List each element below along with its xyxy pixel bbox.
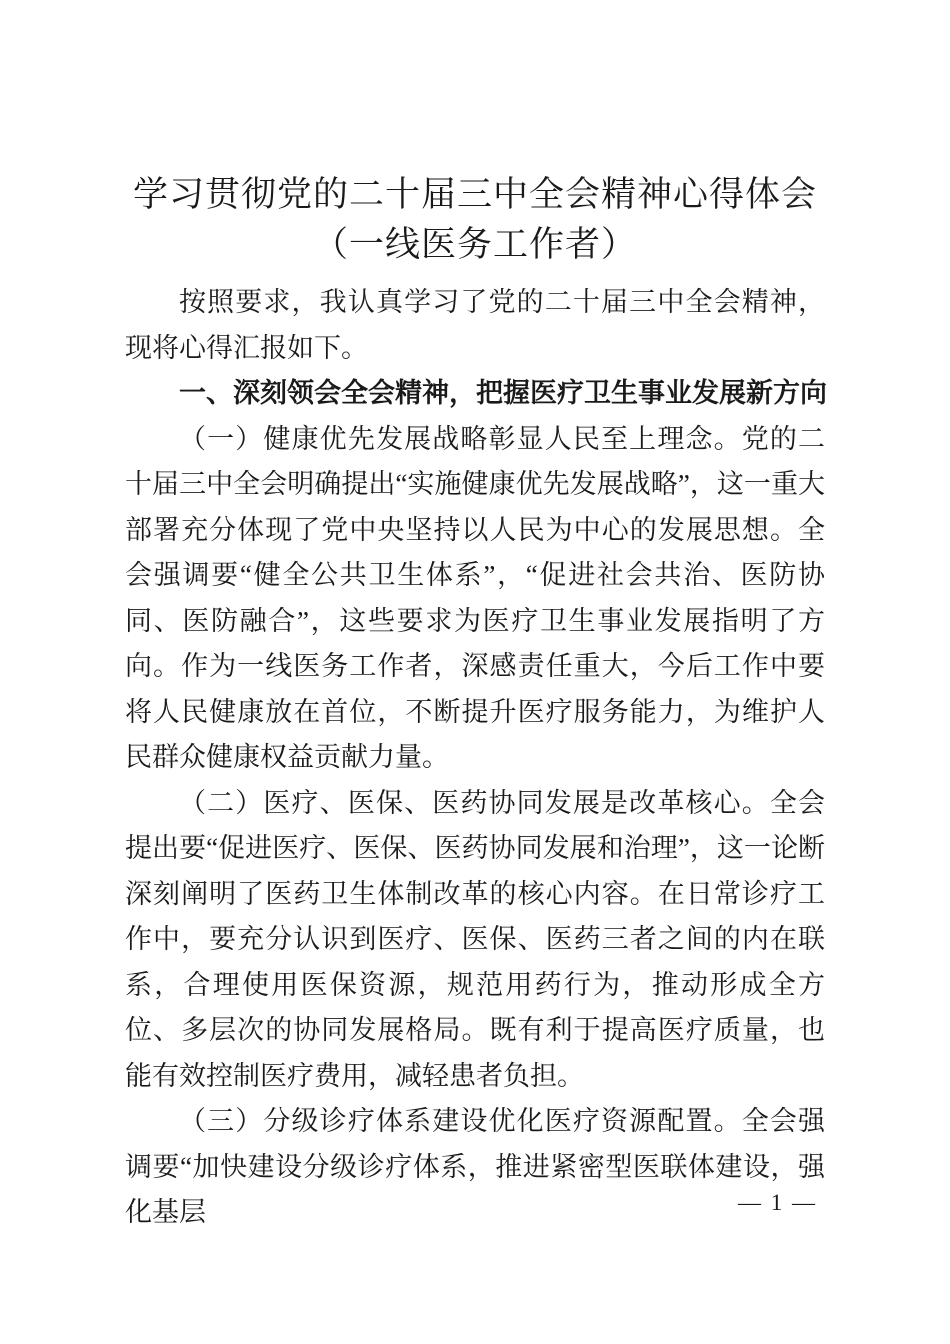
page-number: — 1 — — [738, 1190, 817, 1215]
section-heading-1: 一、深刻领会全会精神，把握医疗卫生事业发展新方向 — [179, 378, 827, 408]
paragraph-intro: 按照要求，我认真学习了党的二十届三中全会精神，现将心得汇报如下。 — [125, 287, 825, 363]
paragraph-item-3: （三）分级诊疗体系建设优化医疗资源配置。全会强调要“加快建设分级诊疗体系，推进紧密型医联体建设，强化基层 — [125, 1106, 825, 1227]
title-line-2: （一线医务工作者） — [312, 225, 637, 264]
title-line-1: 学习贯彻党的二十届三中全会精神心得体会 — [132, 175, 817, 214]
paragraph-item-2: （二）医疗、医保、医药协同发展是改革核心。全会提出要“促进医疗、医保、医药协同发展和治理”，这一论断深刻阐明了医药卫生体制改革的核心内容。在日常诊疗工作中，要充分认识到医疗、医保、医药三者之间的内在联系，合理使用医保资源，规范用药行为，推动形成全方位、多层次的协同发展格局。既有利于提高医疗质量，也能有效控制医疗费用，减轻患者负担。 — [125, 787, 825, 1091]
paragraph-item-1: （一）健康优先发展战略彰显人民至上理念。党的二十届三中全会明确提出“实施健康优先发展战略”，这一重大部署充分体现了党中央坚持以人民为中心的发展思想。全会强调要“健全公共卫生体系”，“促进社会共治、医防协同、医防融合”，这些要求为医疗卫生事业发展指明了方向。作为一线医务工作者，深感责任重大，今后工作中要将人民健康放在首位，不断提升医疗服务能力，为维护人民群众健康权益贡献力量。 — [125, 423, 825, 772]
document-content — [125, 170, 825, 1236]
document-title — [125, 170, 825, 270]
